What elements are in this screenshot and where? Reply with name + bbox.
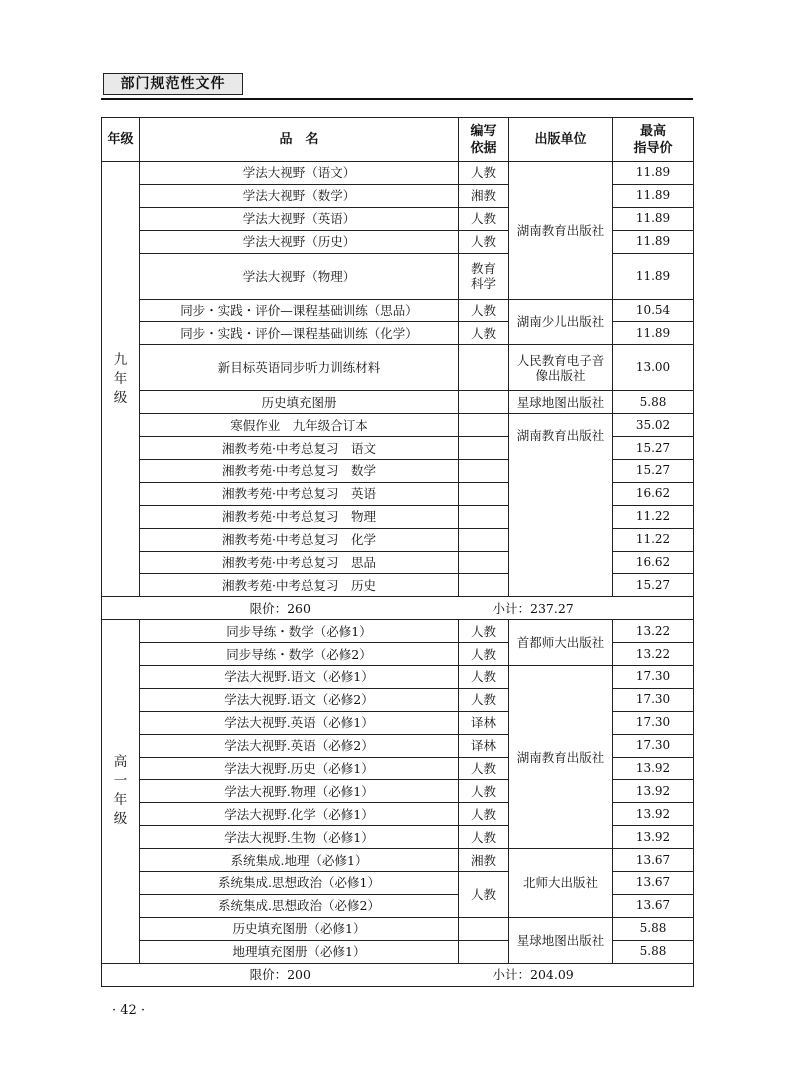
item-basis: [459, 505, 509, 528]
item-price: 17.30: [613, 666, 694, 689]
item-name: 学法大视野.化学（必修1）: [140, 803, 459, 826]
item-basis: 人教: [459, 322, 509, 345]
item-price: 10.54: [613, 299, 694, 322]
item-basis: 人教: [459, 757, 509, 780]
item-basis: 人教: [459, 803, 509, 826]
subtotal: 小计：237.27: [459, 597, 694, 620]
item-price: 11.89: [613, 184, 694, 207]
table-row: [102, 917, 694, 940]
item-name: 同步・实践・评价—课程基础训练（思品）: [140, 299, 459, 322]
item-name: 寒假作业 九年级合订本: [140, 414, 459, 437]
item-basis: 人教: [459, 826, 509, 849]
col-header-name: 品 名: [140, 118, 459, 162]
item-basis: 人教: [459, 207, 509, 230]
item-price: 15.27: [613, 460, 694, 483]
item-basis: 人教: [459, 299, 509, 322]
table-row: [102, 620, 694, 643]
item-name: 同步导练・数学（必修2）: [140, 643, 459, 666]
item-publisher: 湖南教育出版社: [509, 414, 613, 597]
textbook-price-table: [101, 117, 694, 987]
item-price: 13.92: [613, 826, 694, 849]
item-price: 17.30: [613, 734, 694, 757]
item-price: 11.89: [613, 322, 694, 345]
header-rule: [101, 98, 693, 100]
item-basis: 人教: [459, 780, 509, 803]
item-basis: [459, 460, 509, 483]
item-name: 学法大视野.历史（必修1）: [140, 757, 459, 780]
summary-row: [102, 963, 694, 986]
item-publisher: 湖南教育出版社: [509, 666, 613, 849]
item-basis: [459, 437, 509, 460]
item-price: 11.89: [613, 207, 694, 230]
item-basis: [459, 482, 509, 505]
item-price: 11.89: [613, 162, 694, 185]
item-publisher: 首都师大出版社: [509, 620, 613, 666]
item-name: 学法大视野（数学）: [140, 184, 459, 207]
item-basis: 人教: [459, 872, 509, 918]
item-name: 湘教考苑·中考总复习 物理: [140, 505, 459, 528]
item-price: 35.02: [613, 414, 694, 437]
item-basis: [459, 528, 509, 551]
col-header-grade: 年级: [102, 118, 140, 162]
item-price: 11.89: [613, 230, 694, 253]
item-name: 新目标英语同步听力训练材料: [140, 345, 459, 391]
grade-cell: 九 年 级: [102, 162, 140, 597]
item-name: 学法大视野（物理）: [140, 253, 459, 299]
item-publisher: 星球地图出版社: [509, 917, 613, 963]
limit-price: 限价：200: [102, 963, 459, 986]
item-name: 学法大视野（历史）: [140, 230, 459, 253]
item-price: 5.88: [613, 391, 694, 414]
item-publisher: 人民教育电子音 像出版社: [509, 345, 613, 391]
table-header-row: [102, 118, 694, 162]
table-row: [102, 391, 694, 414]
item-name: 系统集成.地理（必修1）: [140, 849, 459, 872]
item-name: 系统集成.思想政治（必修1）: [140, 872, 459, 895]
item-basis: [459, 391, 509, 414]
item-name: 同步・实践・评价—课程基础训练（化学）: [140, 322, 459, 345]
col-header-basis: 编写 依据: [459, 118, 509, 162]
item-basis: 人教: [459, 643, 509, 666]
item-price: 13.67: [613, 894, 694, 917]
item-basis: 湘教: [459, 849, 509, 872]
item-name: 湘教考苑·中考总复习 历史: [140, 574, 459, 597]
item-name: 学法大视野.语文（必修2）: [140, 688, 459, 711]
item-name: 湘教考苑·中考总复习 数学: [140, 460, 459, 483]
item-publisher: 湖南少儿出版社: [509, 299, 613, 345]
table-row: [102, 162, 694, 185]
item-price: 17.30: [613, 711, 694, 734]
grade-cell: 高 一 年 级: [102, 620, 140, 963]
item-name: 学法大视野.英语（必修2）: [140, 734, 459, 757]
item-basis: 译林: [459, 734, 509, 757]
item-price: 13.00: [613, 345, 694, 391]
page-number: · 42 ·: [112, 1003, 146, 1018]
item-price: 15.27: [613, 437, 694, 460]
item-price: 13.67: [613, 849, 694, 872]
item-basis: 教育 科学: [459, 253, 509, 299]
table-body: [102, 162, 694, 987]
col-header-publisher: 出版单位: [509, 118, 613, 162]
item-price: 13.92: [613, 780, 694, 803]
item-price: 13.92: [613, 803, 694, 826]
col-header-price: 最高 指导价: [613, 118, 694, 162]
table-row: [102, 849, 694, 872]
item-price: 15.27: [613, 574, 694, 597]
item-name: 学法大视野（语文）: [140, 162, 459, 185]
item-name: 湘教考苑·中考总复习 英语: [140, 482, 459, 505]
item-basis: [459, 940, 509, 963]
item-price: 13.67: [613, 872, 694, 895]
table-row: [102, 414, 694, 437]
item-name: 学法大视野.语文（必修1）: [140, 666, 459, 689]
item-basis: 人教: [459, 688, 509, 711]
item-basis: 人教: [459, 620, 509, 643]
item-price: 16.62: [613, 551, 694, 574]
item-basis: [459, 414, 509, 437]
item-price: 13.92: [613, 757, 694, 780]
item-basis: 人教: [459, 230, 509, 253]
item-price: 11.89: [613, 253, 694, 299]
item-basis: 译林: [459, 711, 509, 734]
item-price: 11.22: [613, 505, 694, 528]
item-name: 地理填充图册（必修1）: [140, 940, 459, 963]
limit-price: 限价：260: [102, 597, 459, 620]
item-name: 学法大视野.物理（必修1）: [140, 780, 459, 803]
item-price: 13.22: [613, 643, 694, 666]
item-price: 5.88: [613, 917, 694, 940]
item-price: 11.22: [613, 528, 694, 551]
item-basis: [459, 574, 509, 597]
item-name: 湘教考苑·中考总复习 思品: [140, 551, 459, 574]
item-name: 学法大视野（英语）: [140, 207, 459, 230]
item-basis: 人教: [459, 162, 509, 185]
item-name: 学法大视野.生物（必修1）: [140, 826, 459, 849]
item-name: 系统集成.思想政治（必修2）: [140, 894, 459, 917]
item-price: 13.22: [613, 620, 694, 643]
item-name: 历史填充图册: [140, 391, 459, 414]
item-price: 17.30: [613, 688, 694, 711]
item-name: 历史填充图册（必修1）: [140, 917, 459, 940]
summary-row: [102, 597, 694, 620]
item-basis: 湘教: [459, 184, 509, 207]
table-row: [102, 345, 694, 391]
table-row: [102, 299, 694, 322]
item-basis: [459, 917, 509, 940]
item-name: 学法大视野.英语（必修1）: [140, 711, 459, 734]
item-basis: [459, 551, 509, 574]
item-basis: 人教: [459, 666, 509, 689]
table-row: [102, 666, 694, 689]
item-price: 5.88: [613, 940, 694, 963]
item-publisher: 湖南教育出版社: [509, 162, 613, 300]
item-publisher: 北师大出版社: [509, 849, 613, 918]
section-label: 部门规范性文件: [103, 73, 243, 95]
item-publisher: 星球地图出版社: [509, 391, 613, 414]
item-name: 同步导练・数学（必修1）: [140, 620, 459, 643]
item-name: 湘教考苑·中考总复习 语文: [140, 437, 459, 460]
item-price: 16.62: [613, 482, 694, 505]
subtotal: 小计：204.09: [459, 963, 694, 986]
item-name: 湘教考苑·中考总复习 化学: [140, 528, 459, 551]
item-basis: [459, 345, 509, 391]
